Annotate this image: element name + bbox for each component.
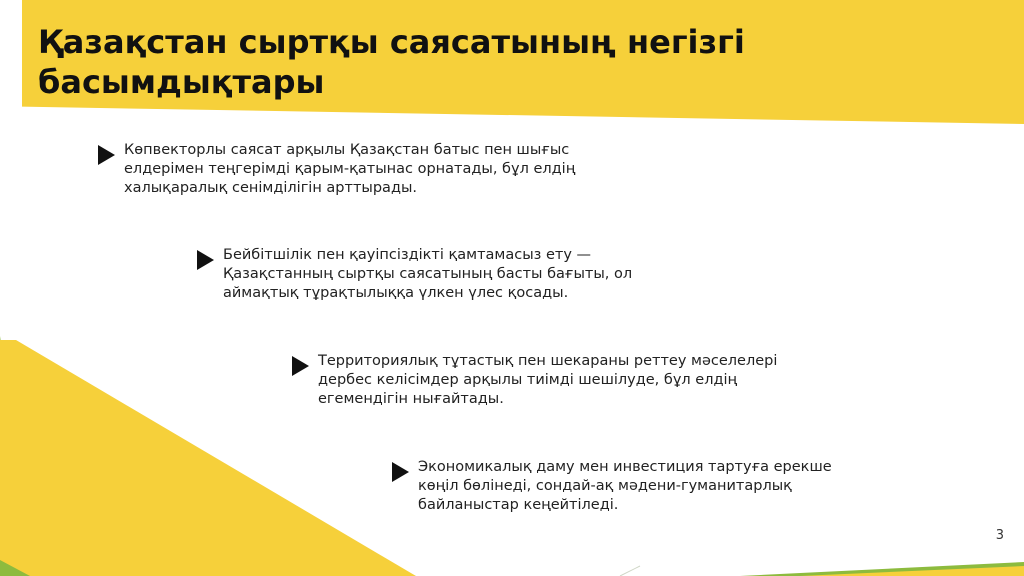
- bullet-text-2: Бейбітшілік пен қауіпсіздікті қамтамасыз ету — Қазақстанның сыртқы саясатының басты бағыты, ол аймақтық тұрақтылыққа үлкен үлес қосады.: [223, 247, 633, 301]
- bullet-item-2: [195, 246, 653, 303]
- bullet-text-1: Көпвекторлы саясат арқылы Қазақстан батыс пен шығыс елдерімен теңгерімді қарым-қатынас орнатады, бұл елдің халықаралық сенімділігін арттырады.: [124, 142, 576, 196]
- bullet-text-4: Экономикалық даму мен инвестиция тартуға ерекше көңіл бөлінеді, сондай-ақ мәдени-гуманитарлық байланыстар кеңейтіледі.: [418, 459, 832, 513]
- triangle-bullet-icon: [290, 355, 310, 377]
- bullet-item-3: [290, 352, 778, 409]
- triangle-bullet-icon: [96, 144, 116, 166]
- bullet-item-1: [96, 141, 604, 198]
- page-number: 3: [995, 528, 1004, 543]
- triangle-bullet-icon: [390, 461, 410, 483]
- slide-title: Қазақстан сыртқы саясатының негізгі басымдықтары: [38, 23, 745, 101]
- bullet-text-3: Территориялық тұтастық пен шекараны реттеу мәселелері дербес келісімдер арқылы тиімді шешілуде, бұл елдің егемендігін нығайтады.: [318, 353, 778, 407]
- triangle-bullet-icon: [195, 249, 215, 271]
- bullet-item-4: [390, 458, 858, 515]
- bottom-thin-line: [620, 566, 640, 576]
